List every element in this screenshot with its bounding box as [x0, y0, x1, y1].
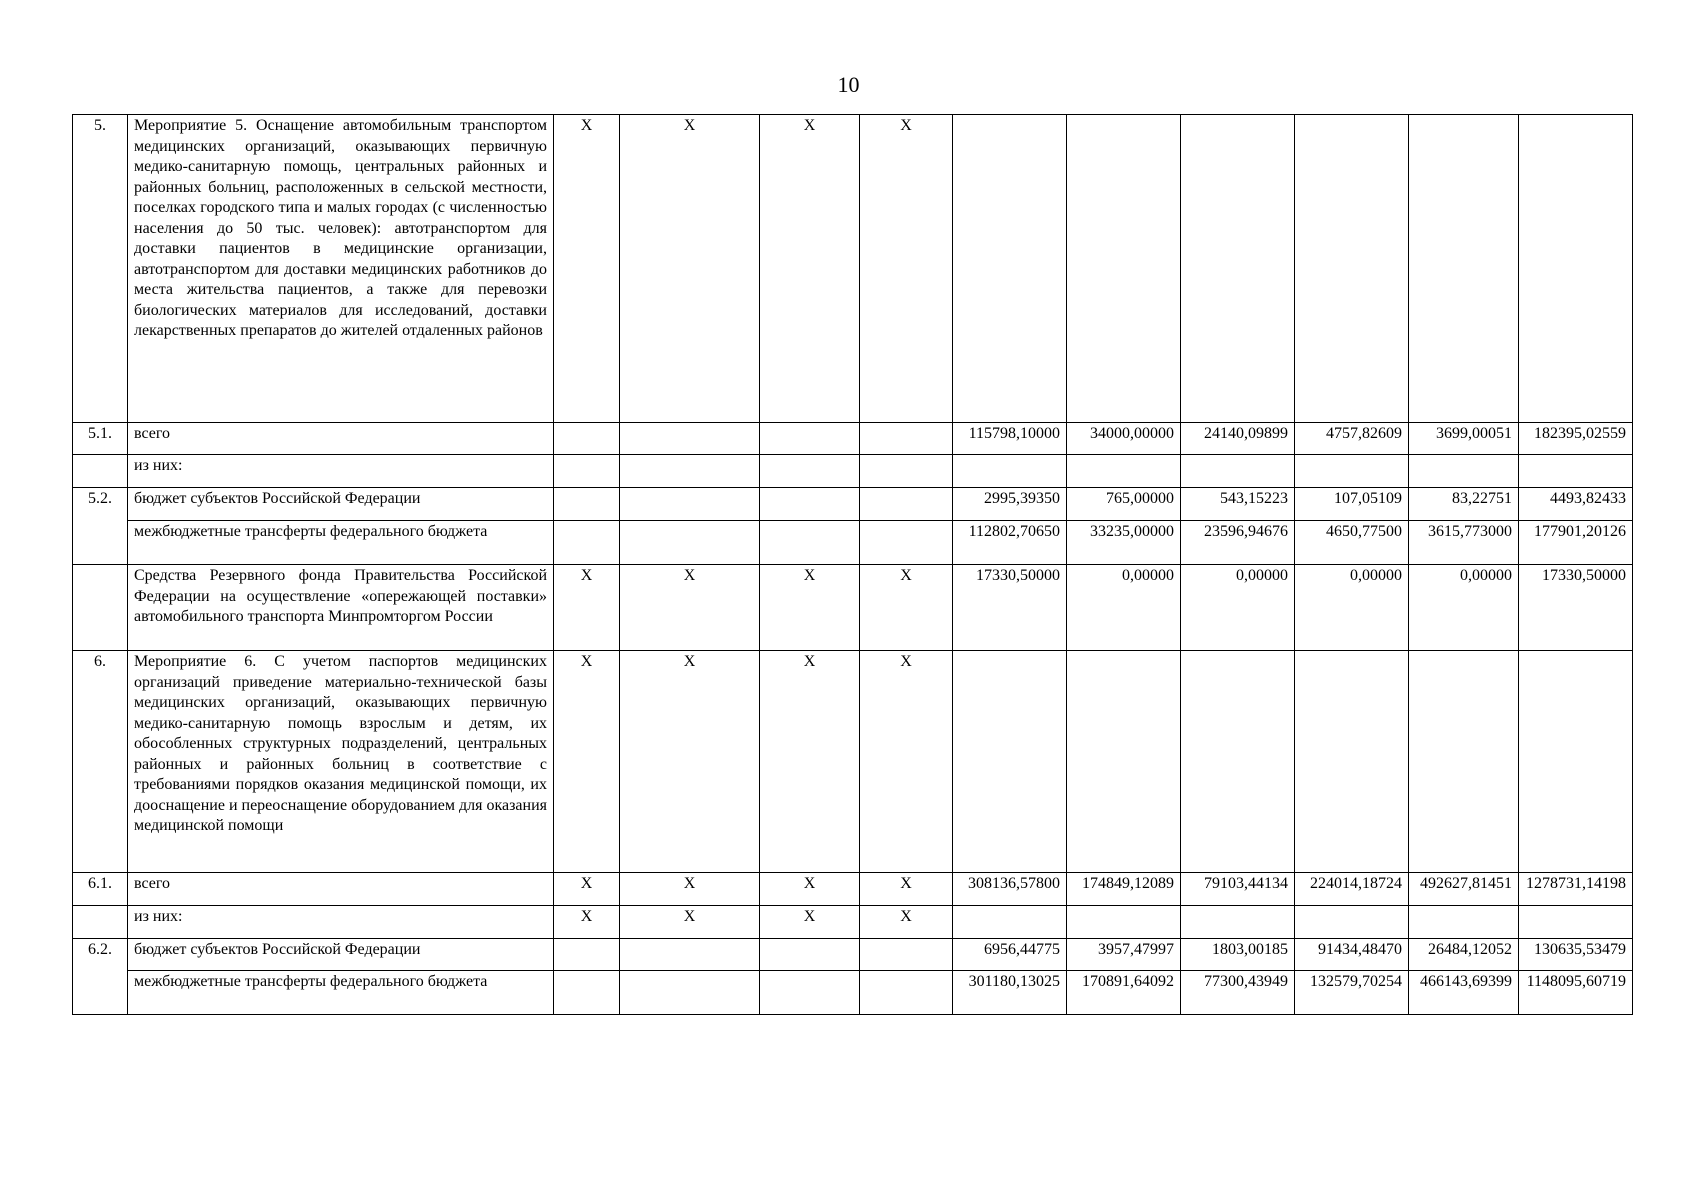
mark-cell: X — [620, 651, 760, 873]
row-label: из них: — [128, 906, 554, 939]
empty-cell — [860, 521, 953, 565]
value-cell: 3615,773000 — [1409, 521, 1519, 565]
empty-cell — [760, 455, 860, 488]
value-cell: 466143,69399 — [1409, 971, 1519, 1015]
row-number: 6.2. — [73, 939, 128, 1015]
row-label: межбюджетные трансферты федерального бюджета — [128, 971, 554, 1015]
empty-cell — [760, 971, 860, 1015]
empty-cell — [860, 488, 953, 521]
mark-cell: X — [760, 906, 860, 939]
empty-cell — [760, 521, 860, 565]
value-cell: 177901,20126 — [1519, 521, 1633, 565]
empty-cell — [73, 565, 128, 651]
value-cell: 1148095,60719 — [1519, 971, 1633, 1015]
empty-cell — [620, 488, 760, 521]
empty-cell — [1181, 906, 1295, 939]
value-cell: 4650,77500 — [1295, 521, 1409, 565]
row-number: 5.1. — [73, 423, 128, 455]
empty-cell — [1067, 906, 1181, 939]
table-row — [73, 455, 1633, 488]
mark-cell: X — [760, 565, 860, 651]
value-cell: 3699,00051 — [1409, 423, 1519, 455]
value-cell: 112802,70650 — [953, 521, 1067, 565]
mark-cell: X — [860, 906, 953, 939]
empty-cell — [953, 651, 1067, 873]
value-cell: 1278731,14198 — [1519, 873, 1633, 906]
mark-cell: X — [620, 873, 760, 906]
empty-cell — [1519, 906, 1633, 939]
value-cell: 24140,09899 — [1181, 423, 1295, 455]
value-cell: 83,22751 — [1409, 488, 1519, 521]
mark-cell: X — [860, 565, 953, 651]
value-cell: 224014,18724 — [1295, 873, 1409, 906]
table-row — [73, 115, 1633, 423]
empty-cell — [1067, 651, 1181, 873]
value-cell: 17330,50000 — [1519, 565, 1633, 651]
table-row — [73, 423, 1633, 455]
value-cell: 182395,02559 — [1519, 423, 1633, 455]
row-label: из них: — [128, 455, 554, 488]
empty-cell — [620, 971, 760, 1015]
empty-cell — [760, 423, 860, 455]
budget-table — [72, 114, 1633, 1015]
empty-cell — [860, 971, 953, 1015]
value-cell: 6956,44775 — [953, 939, 1067, 971]
mark-cell: X — [554, 565, 620, 651]
empty-cell — [620, 455, 760, 488]
activity-description: Мероприятие 6. С учетом паспортов медицинских организаций приведение материально-технической базы медицинских организаций, оказывающих первичную медико-санитарную помощь взрослым и детям, их обособленных структурных подразделений, центральных районных и районных больниц в соответствие с требованиями порядков оказания медицинской помощи, их дооснащение и переоснащение оборудованием для оказания медицинской помощи — [128, 651, 554, 873]
empty-cell — [1519, 455, 1633, 488]
value-cell: 308136,57800 — [953, 873, 1067, 906]
empty-cell — [1295, 455, 1409, 488]
empty-cell — [1295, 115, 1409, 423]
mark-cell: X — [554, 873, 620, 906]
table-row — [73, 939, 1633, 971]
empty-cell — [620, 521, 760, 565]
empty-cell — [860, 455, 953, 488]
empty-cell — [1295, 651, 1409, 873]
row-number: 6.1. — [73, 873, 128, 906]
empty-cell — [1181, 651, 1295, 873]
empty-cell — [1295, 906, 1409, 939]
mark-cell: X — [554, 651, 620, 873]
empty-cell — [73, 455, 128, 488]
mark-cell: X — [860, 115, 953, 423]
value-cell: 17330,50000 — [953, 565, 1067, 651]
empty-cell — [1519, 115, 1633, 423]
value-cell: 174849,12089 — [1067, 873, 1181, 906]
row-number: 6. — [73, 651, 128, 873]
table-row — [73, 651, 1633, 873]
value-cell: 33235,00000 — [1067, 521, 1181, 565]
table-row — [73, 906, 1633, 939]
empty-cell — [1181, 455, 1295, 488]
value-cell: 4493,82433 — [1519, 488, 1633, 521]
value-cell: 91434,48470 — [1295, 939, 1409, 971]
page-number: 10 — [837, 72, 860, 97]
value-cell: 0,00000 — [1181, 565, 1295, 651]
mark-cell: X — [760, 873, 860, 906]
row-number: 5.2. — [73, 488, 128, 565]
value-cell: 765,00000 — [1067, 488, 1181, 521]
value-cell: 0,00000 — [1067, 565, 1181, 651]
value-cell: 34000,00000 — [1067, 423, 1181, 455]
row-label: бюджет субъектов Российской Федерации — [128, 939, 554, 971]
row-number: 5. — [73, 115, 128, 423]
empty-cell — [1067, 115, 1181, 423]
value-cell: 492627,81451 — [1409, 873, 1519, 906]
empty-cell — [554, 939, 620, 971]
empty-cell — [1067, 455, 1181, 488]
empty-cell — [620, 423, 760, 455]
value-cell: 77300,43949 — [1181, 971, 1295, 1015]
empty-cell — [73, 906, 128, 939]
row-label: всего — [128, 873, 554, 906]
value-cell: 130635,53479 — [1519, 939, 1633, 971]
empty-cell — [860, 423, 953, 455]
value-cell: 3957,47997 — [1067, 939, 1181, 971]
table-row — [73, 565, 1633, 651]
value-cell: 79103,44134 — [1181, 873, 1295, 906]
value-cell: 543,15223 — [1181, 488, 1295, 521]
value-cell: 0,00000 — [1295, 565, 1409, 651]
row-label: всего — [128, 423, 554, 455]
empty-cell — [1409, 455, 1519, 488]
mark-cell: X — [860, 651, 953, 873]
value-cell: 170891,64092 — [1067, 971, 1181, 1015]
empty-cell — [760, 488, 860, 521]
mark-cell: X — [620, 906, 760, 939]
row-label: Средства Резервного фонда Правительства Российской Федерации на осуществление «опережающей поставки» автомобильного транспорта Минпромторгом России — [128, 565, 554, 651]
mark-cell: X — [554, 906, 620, 939]
mark-cell: X — [760, 651, 860, 873]
value-cell: 1803,00185 — [1181, 939, 1295, 971]
table-row — [73, 971, 1633, 1015]
empty-cell — [620, 939, 760, 971]
empty-cell — [860, 939, 953, 971]
table-row — [73, 488, 1633, 521]
empty-cell — [554, 488, 620, 521]
empty-cell — [1409, 651, 1519, 873]
value-cell: 132579,70254 — [1295, 971, 1409, 1015]
empty-cell — [1519, 651, 1633, 873]
value-cell: 4757,82609 — [1295, 423, 1409, 455]
mark-cell: X — [554, 115, 620, 423]
row-label: межбюджетные трансферты федерального бюджета — [128, 521, 554, 565]
empty-cell — [953, 906, 1067, 939]
empty-cell — [760, 939, 860, 971]
row-label: бюджет субъектов Российской Федерации — [128, 488, 554, 521]
value-cell: 301180,13025 — [953, 971, 1067, 1015]
activity-description: Мероприятие 5. Оснащение автомобильным транспортом медицинских организаций, оказывающих первичную медико-санитарную помощь, центральных районных и районных больниц, расположенных в сельской местности, поселках городского типа и малых городах (с численностью населения до 50 тыс. человек): автотранспортом для доставки пациентов в медицинские организации, автотранспортом для доставки медицинских работников до места жительства пациентов, а также для перевозки биологических материалов для исследований, доставки лекарственных препаратов до жителей отдаленных районов — [128, 115, 554, 423]
empty-cell — [554, 521, 620, 565]
table-row — [73, 521, 1633, 565]
mark-cell: X — [620, 565, 760, 651]
empty-cell — [953, 115, 1067, 423]
empty-cell — [554, 423, 620, 455]
empty-cell — [953, 455, 1067, 488]
empty-cell — [554, 455, 620, 488]
value-cell: 115798,10000 — [953, 423, 1067, 455]
empty-cell — [1181, 115, 1295, 423]
mark-cell: X — [860, 873, 953, 906]
empty-cell — [1409, 906, 1519, 939]
table-row — [73, 873, 1633, 906]
value-cell: 107,05109 — [1295, 488, 1409, 521]
value-cell: 0,00000 — [1409, 565, 1519, 651]
value-cell: 23596,94676 — [1181, 521, 1295, 565]
value-cell: 2995,39350 — [953, 488, 1067, 521]
value-cell: 26484,12052 — [1409, 939, 1519, 971]
mark-cell: X — [760, 115, 860, 423]
mark-cell: X — [620, 115, 760, 423]
empty-cell — [554, 971, 620, 1015]
empty-cell — [1409, 115, 1519, 423]
